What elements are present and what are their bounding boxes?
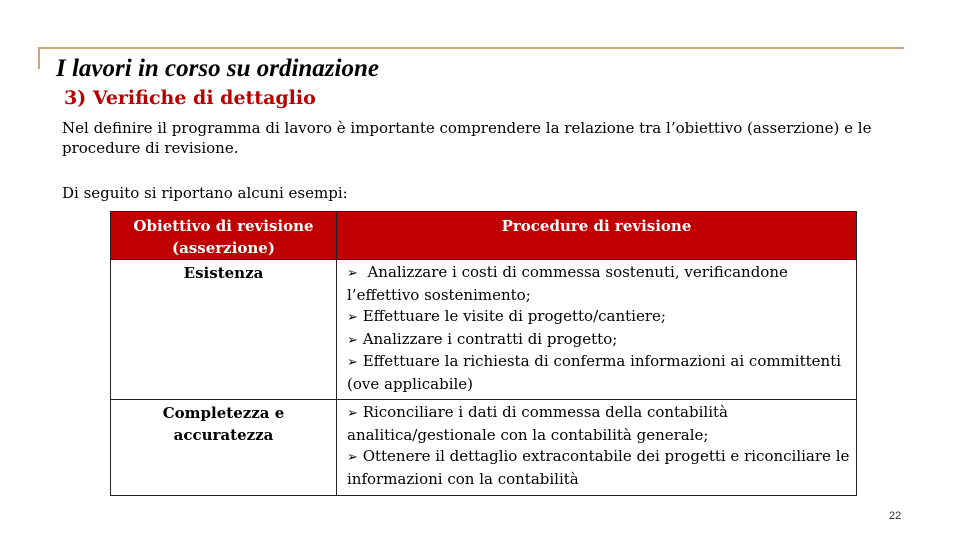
arrowhead-bullet-icon: ➢ (347, 310, 358, 325)
examples-label: Di seguito si riportano alcuni esempi: (62, 184, 348, 202)
arrowhead-bullet-icon: ➢ (347, 332, 358, 348)
arrowhead-bullet-icon: ➢ (347, 355, 358, 370)
procedure-item: Effettuare le visite di progetto/cantiere; (362, 307, 666, 325)
header-objective: Obiettivo di revisione (asserzione) (111, 212, 337, 260)
page-number: 22 (889, 510, 902, 522)
objective-cell: Esistenza (111, 260, 337, 400)
header-procedures: Procedure di revisione (337, 212, 857, 260)
table-row (111, 260, 857, 400)
procedure-item: Riconciliare i dati di commessa della contabilità analitica/gestionale con la contabilità generale; (347, 403, 728, 444)
procedure-item: Effettuare la richiesta di conferma informazioni ai committenti (ove applicabile) (347, 352, 842, 393)
audit-procedures-table (110, 211, 857, 496)
procedure-item: Analizzare i contratti di progetto; (362, 329, 618, 348)
objective-cell: Completezza e accuratezza (111, 400, 337, 496)
slide-title: I lavori in corso su ordinazione (56, 55, 379, 82)
table-header-row (111, 212, 857, 260)
procedure-item: Analizzare i costi di commessa sostenuti, verificandone l’effettivo sostenimento; (347, 263, 788, 304)
arrowhead-bullet-icon: ➢ (347, 450, 358, 465)
title-rule-horizontal (38, 47, 904, 49)
table-row (111, 400, 857, 496)
arrowhead-bullet-icon: ➢ (347, 266, 358, 281)
title-rule-vertical (38, 47, 40, 69)
intro-paragraph: Nel definire il programma di lavoro è importante comprendere la relazione tra l’obiettivo (asserzione) e le procedure di revisione. (62, 119, 872, 157)
procedures-cell (337, 400, 857, 496)
procedures-cell (337, 260, 857, 400)
slide-subtitle: 3) Verifiche di dettaglio (64, 87, 316, 109)
procedure-item: Ottenere il dettaglio extracontabile dei progetti e riconciliare le informazioni con la contabilità (347, 447, 850, 488)
arrowhead-bullet-icon: ➢ (347, 406, 358, 421)
